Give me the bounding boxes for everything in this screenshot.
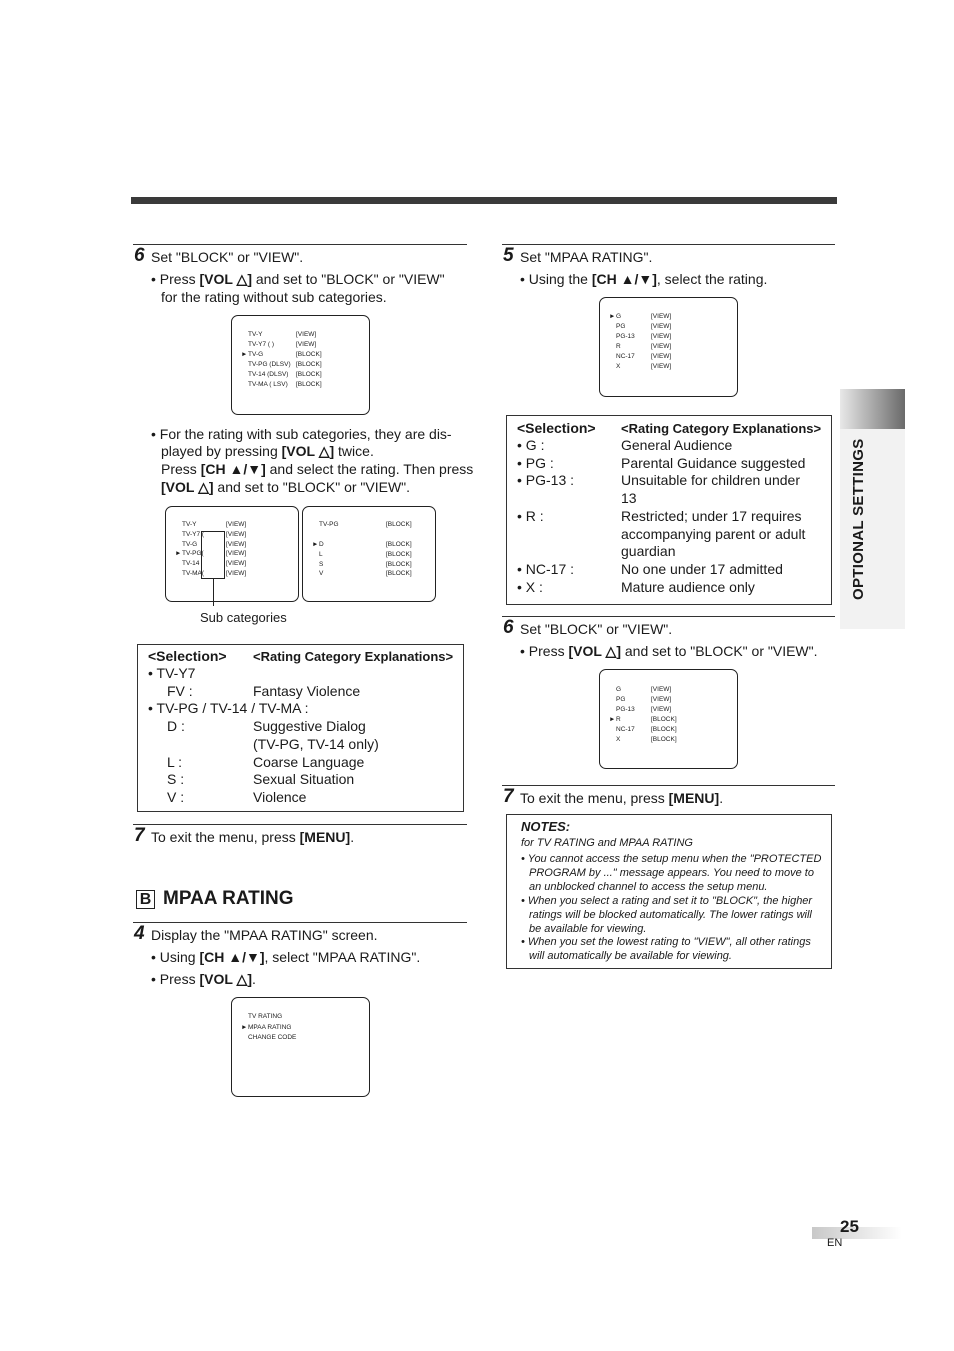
osd-item-status: [VIEW] <box>226 521 247 528</box>
osd-screen-mpaa-block <box>599 669 738 769</box>
instruction-line: Press [CH ▲/▼] and select the rating. Then press <box>161 461 474 477</box>
step4-rule <box>133 922 467 923</box>
osd-item-status: [VIEW] <box>651 323 672 330</box>
osd-item-label: L <box>319 550 323 558</box>
selection-cell: L : <box>167 753 183 770</box>
osd-item-label: TV-14 (DLSV) <box>248 371 289 378</box>
osd-item-label: TV-PG <box>319 521 339 528</box>
osd-item-status: [VIEW] <box>226 570 247 577</box>
osd-item-status: [VIEW] <box>296 341 317 348</box>
step-number: 6 <box>134 245 145 266</box>
osd-item-label: TV-Y <box>182 521 197 528</box>
step6-rule <box>133 244 467 245</box>
selection-table-mpaa <box>506 415 832 605</box>
sub-categories-bracket <box>201 531 225 579</box>
instruction-line: To exit the menu, press [MENU]. <box>520 790 724 806</box>
sidebar-tab-dark <box>840 389 905 429</box>
osd-item-label: TV-G <box>182 540 198 548</box>
osd-item-status: [BLOCK] <box>386 541 412 548</box>
osd-item-label: V <box>319 570 324 578</box>
osd-item-label: NC-17 <box>616 353 635 360</box>
osd-screen-setup-menu <box>231 997 370 1097</box>
explanation-cell: (TV-PG, TV-14 only) <box>253 735 379 752</box>
osd-item-status: [BLOCK] <box>296 381 322 388</box>
osd-item-status: [VIEW] <box>296 331 317 338</box>
selection-cell: • TV-PG / TV-14 / TV-MA : <box>148 700 309 717</box>
osd-item-label: D <box>319 541 324 548</box>
osd-item-label: G <box>616 313 622 320</box>
instruction-line: • Press [VOL △] and set to "BLOCK" or "VIEW". <box>520 643 818 659</box>
note-line: be available for viewing. <box>529 922 647 935</box>
sub-categories-leader <box>213 579 214 606</box>
instruction-line: for the rating without sub categories. <box>161 289 387 305</box>
instruction-line: [VOL △] and set to "BLOCK" or "VIEW". <box>161 479 411 495</box>
osd-item-status: [VIEW] <box>651 313 672 320</box>
notes-title: NOTES: <box>521 819 571 834</box>
top-rule-bar <box>131 197 837 204</box>
osd-item-status: [VIEW] <box>226 540 247 548</box>
selection-cell: • R : <box>517 507 544 524</box>
instruction-line: • Press [VOL △]. <box>151 971 256 987</box>
section-title: MPAA RATING <box>163 888 294 909</box>
osd-screen-tv-rating <box>231 315 370 415</box>
instruction-line: played by pressing [VOL △] twice. <box>161 443 374 459</box>
selection-header: <Selection> <box>148 648 227 664</box>
osd-item-status: [BLOCK] <box>386 521 412 528</box>
explanation-cell: guardian <box>621 543 676 560</box>
explanation-cell: Suggestive Dialog <box>253 718 366 735</box>
step-number: 7 <box>503 786 514 807</box>
osd-screen-sub-categories <box>165 506 299 602</box>
explanation-cell: 13 <box>621 490 637 507</box>
selection-cell: • PG : <box>517 454 554 471</box>
osd-item-label: TV-G <box>248 351 264 358</box>
osd-item-status: [BLOCK] <box>296 371 322 378</box>
osd-cursor: ► <box>312 541 319 548</box>
osd-item-status: [VIEW] <box>226 560 247 568</box>
osd-item-status: [BLOCK] <box>386 560 412 568</box>
osd-screen-tv-pg-detail <box>302 506 436 602</box>
selection-cell: • PG-13 : <box>517 472 575 489</box>
explanation-cell: General Audience <box>621 437 733 453</box>
explanations-header: <Rating Category Explanations> <box>253 649 454 664</box>
explanation-cell: Violence <box>253 788 307 805</box>
note-line: ratings will be blocked automatically. The lower ratings will <box>529 908 812 921</box>
selection-cell: V : <box>167 788 185 805</box>
step-title: Set "BLOCK" or "VIEW". <box>151 249 304 265</box>
selection-table-tv <box>137 644 464 812</box>
explanation-cell: accompanying parent or adult <box>621 525 806 542</box>
osd-screen-mpaa-view <box>599 297 738 397</box>
osd-item-label: PG-13 <box>616 333 635 340</box>
instruction-line: • Using [CH ▲/▼], select "MPAA RATING". <box>151 949 421 965</box>
osd-item-status: [VIEW] <box>226 550 247 558</box>
notes-box <box>506 814 832 969</box>
note-line: • You cannot access the setup menu when the "PROTECTED <box>521 853 822 865</box>
step-number: 4 <box>134 923 145 944</box>
osd-item-status: [BLOCK] <box>386 570 412 578</box>
osd-item-label: PG <box>616 323 626 330</box>
step-number: 6 <box>503 617 514 638</box>
osd-item-label: MPAA RATING <box>248 1023 292 1031</box>
selection-cell: S : <box>167 771 185 788</box>
selection-cell: • G : <box>517 437 545 453</box>
osd-cursor: ► <box>241 351 248 358</box>
language-code: EN <box>827 1237 843 1249</box>
section-letter-badge: B <box>136 890 155 909</box>
osd-item-label: CHANGE CODE <box>248 1034 297 1041</box>
osd-item-status: [VIEW] <box>651 686 672 693</box>
page-number: 25 <box>840 1217 859 1236</box>
osd-item-label: PG <box>616 696 626 703</box>
osd-item-status: [VIEW] <box>651 363 672 370</box>
osd-item-label: S <box>319 560 324 568</box>
explanation-cell: No one under 17 admitted <box>621 560 783 577</box>
osd-item-status: [VIEW] <box>651 706 672 713</box>
osd-item-status: [VIEW] <box>226 530 247 538</box>
explanation-cell: Mature audience only <box>621 578 755 595</box>
osd-item-label: TV-14 <box>182 560 200 568</box>
step-number: 7 <box>134 825 145 846</box>
osd-item-status: [BLOCK] <box>651 726 677 733</box>
osd-item-label: PG-13 <box>616 706 635 713</box>
osd-item-status: [VIEW] <box>651 696 672 703</box>
selection-cell: • X : <box>517 578 543 595</box>
selection-cell: • NC-17 : <box>517 560 575 577</box>
selection-cell: • TV-Y7 <box>148 665 196 681</box>
note-line: • When you set the lowest rating to "VIEW", all other ratings <box>521 936 811 949</box>
osd-cursor: ► <box>241 1023 248 1031</box>
osd-item-status: [VIEW] <box>651 353 672 360</box>
step7-rule <box>133 824 467 825</box>
step7-right-rule <box>502 785 835 786</box>
osd-item-label: X <box>616 736 621 743</box>
explanation-cell: Parental Guidance suggested <box>621 454 806 471</box>
osd-item-status: [VIEW] <box>651 343 672 350</box>
step-title: Display the "MPAA RATING" screen. <box>151 927 378 943</box>
osd-item-label: TV RATING <box>248 1013 283 1020</box>
selection-cell: D : <box>167 718 185 735</box>
osd-item-status: [BLOCK] <box>651 716 677 723</box>
explanation-cell: Restricted; under 17 requires <box>621 507 802 524</box>
osd-item-label: G <box>616 686 622 693</box>
instruction-line: • Using the [CH ▲/▼], select the rating. <box>520 271 768 287</box>
osd-item-status: [BLOCK] <box>386 550 412 558</box>
explanation-cell: Unsuitable for children under <box>621 472 800 489</box>
osd-cursor: ► <box>175 550 182 558</box>
step-number: 5 <box>503 245 514 266</box>
osd-item-label: X <box>616 363 621 370</box>
section-label-vertical: OPTIONAL SETTINGS <box>850 438 867 600</box>
osd-item-label: NC-17 <box>616 726 635 733</box>
instruction-line: • For the rating with sub categories, they are dis- <box>151 426 452 442</box>
osd-item-status: [BLOCK] <box>651 736 677 743</box>
note-line: • When you select a rating and set it to "BLOCK", the higher <box>521 894 813 907</box>
explanation-cell: Coarse Language <box>253 753 365 770</box>
selection-header: <Selection> <box>517 420 596 436</box>
selection-cell: FV : <box>167 682 193 699</box>
instruction-line: To exit the menu, press [MENU]. <box>151 829 355 845</box>
note-line: will automatically be available for viewing. <box>529 950 732 963</box>
step6-right-rule <box>502 616 835 617</box>
osd-item-label: R <box>616 716 621 723</box>
osd-item-status: [VIEW] <box>651 333 672 340</box>
note-line: an unblocked channel to access the setup menu. <box>529 880 768 893</box>
osd-item-label: R <box>616 343 621 350</box>
osd-cursor: ► <box>609 313 616 320</box>
osd-item-label: TV-Y7 ( ) <box>248 341 275 348</box>
step-title: Set "MPAA RATING". <box>520 249 653 265</box>
osd-cursor: ► <box>609 716 616 723</box>
instruction-line: • Press [VOL △] and set to "BLOCK" or "VIEW" <box>151 271 445 287</box>
osd-item-label: TV-MA ( LSV) <box>248 381 288 388</box>
step5-rule <box>502 244 835 245</box>
osd-item-label: TV-PG( <box>182 550 204 558</box>
explanation-cell: Fantasy Violence <box>253 682 361 699</box>
notes-subtitle: for TV RATING and MPAA RATING <box>521 837 693 849</box>
sub-categories-caption: Sub categories <box>200 610 287 625</box>
note-line: PROGRAM by ..." message appears. You need to move to <box>529 866 814 879</box>
explanations-header: <Rating Category Explanations> <box>621 421 822 436</box>
step-title: Set "BLOCK" or "VIEW". <box>520 621 673 637</box>
osd-item-label: TV-MA( <box>182 570 205 577</box>
osd-item-label: TV-Y <box>248 331 263 338</box>
osd-item-label: TV-Y7 ( <box>182 530 205 538</box>
osd-item-status: [BLOCK] <box>296 351 322 358</box>
osd-item-label: TV-PG (DLSV) <box>248 361 291 368</box>
osd-item-status: [BLOCK] <box>296 361 322 368</box>
explanation-cell: Sexual Situation <box>253 771 355 788</box>
